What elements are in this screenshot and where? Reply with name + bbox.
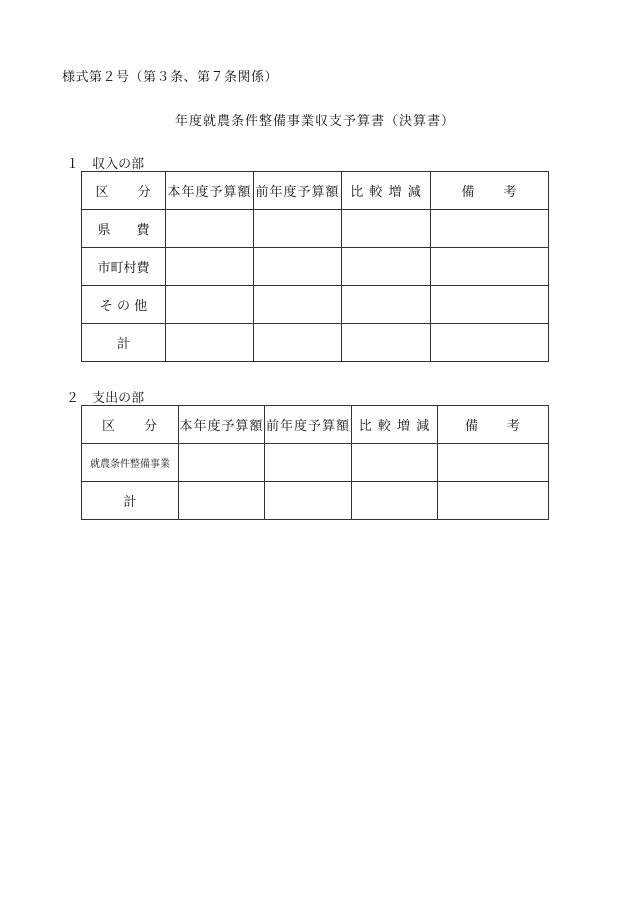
table-cell[interactable] (431, 248, 549, 286)
table-cell[interactable] (254, 248, 342, 286)
table-cell[interactable] (265, 482, 352, 520)
income-section-heading (66, 153, 144, 172)
income-header-row (82, 172, 549, 210)
income-section-title: 収入の部 (92, 157, 145, 172)
table-cell[interactable] (166, 286, 254, 324)
document-title: 年度就農条件整備事業収支予算書（決算書） (174, 114, 455, 129)
expense-row-label-total: 計 (82, 482, 179, 520)
income-row-label-prefecture: 県 費 (82, 210, 166, 248)
table-row (82, 286, 549, 324)
table-cell[interactable] (254, 286, 342, 324)
table-cell[interactable] (166, 248, 254, 286)
table-cell[interactable] (179, 482, 265, 520)
table-cell[interactable] (342, 324, 431, 362)
expense-col-remarks: 備 考 (438, 406, 549, 444)
table-cell[interactable] (431, 324, 549, 362)
table-cell[interactable] (166, 210, 254, 248)
table-cell[interactable] (438, 444, 549, 482)
table-cell[interactable] (431, 210, 549, 248)
table-cell[interactable] (179, 444, 265, 482)
table-row (82, 482, 549, 520)
income-col-remarks: 備 考 (431, 172, 549, 210)
table-row (82, 210, 549, 248)
income-col-difference: 比 較 増 減 (342, 172, 431, 210)
table-cell[interactable] (166, 324, 254, 362)
income-col-current-budget: 本年度予算額 (166, 172, 254, 210)
expense-col-category: 区 分 (82, 406, 179, 444)
table-row (82, 324, 549, 362)
income-col-category: 区 分 (82, 172, 166, 210)
expense-col-current-budget: 本年度予算額 (179, 406, 265, 444)
table-cell[interactable] (254, 210, 342, 248)
table-row (82, 444, 549, 482)
table-cell[interactable] (342, 286, 431, 324)
table-row (82, 248, 549, 286)
table-cell[interactable] (342, 248, 431, 286)
expense-section-title: 支出の部 (92, 391, 145, 406)
expense-col-previous-budget: 前年度予算額 (265, 406, 352, 444)
income-table (81, 171, 549, 362)
expense-col-difference: 比 較 増 減 (352, 406, 438, 444)
table-cell[interactable] (352, 444, 438, 482)
expense-header-row (82, 406, 549, 444)
income-section-number: １ (66, 157, 80, 172)
income-col-previous-budget: 前年度予算額 (254, 172, 342, 210)
table-cell[interactable] (342, 210, 431, 248)
table-cell[interactable] (254, 324, 342, 362)
income-row-label-other: そ の 他 (82, 286, 166, 324)
table-cell[interactable] (265, 444, 352, 482)
form-number: 様式第２号（第３条、第７条関係） (62, 70, 279, 85)
income-row-label-total: 計 (82, 324, 166, 362)
table-cell[interactable] (352, 482, 438, 520)
table-cell[interactable] (438, 482, 549, 520)
income-row-label-municipal: 市町村費 (82, 248, 166, 286)
expense-section-number: ２ (66, 391, 80, 406)
table-cell[interactable] (431, 286, 549, 324)
expense-table (81, 405, 549, 520)
expense-section-heading (66, 387, 144, 406)
expense-row-label-project: 就農条件整備事業 (82, 444, 179, 482)
